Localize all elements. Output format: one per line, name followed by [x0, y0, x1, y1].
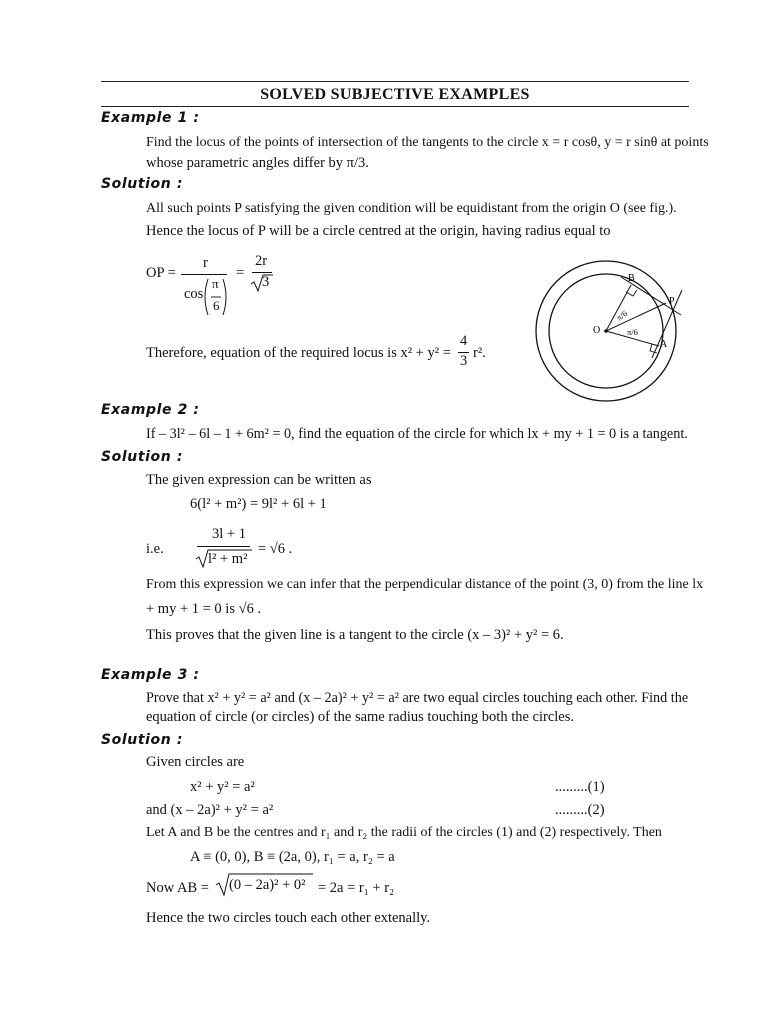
title-rule	[101, 106, 689, 107]
example-3-ab-lhs: Now AB =	[146, 880, 209, 896]
fig-label-P: P	[669, 296, 675, 307]
example-2-ie: i.e.	[146, 541, 164, 557]
op-denominator-2: 3	[262, 274, 270, 290]
fig-label-O: O	[593, 325, 601, 336]
tangent-figure	[535, 255, 695, 405]
example-3-label: Example 3 :	[101, 667, 200, 683]
example-2-expression: 6(l² + m²) = 9l² + 6l + 1	[190, 496, 327, 512]
example-2-question: If – 3l² – 6l – 1 + 6m² = 0, find the equation of the circle for which lx + my + 1 = 0 is a tangent.	[146, 426, 688, 442]
ab-rhs: = 2a = r₁ + r₂	[318, 880, 395, 896]
example-1-solution-line2: Hence the locus of P will be a circle centred at the origin, having radius equal to	[146, 223, 611, 239]
example-3-solution-line4: Hence the two circles touch each other extenally.	[146, 910, 431, 926]
line-OB	[606, 285, 631, 331]
op-fraction-bar	[181, 274, 227, 275]
page-title: SOLVED SUBJECTIVE EXAMPLES	[260, 86, 530, 103]
example-3-solution-line3: A ≡ (0, 0), B ≡ (2a, 0), r₁ = a, r₂ = a	[190, 849, 395, 865]
example-2-solution-line3: From this expression we can infer that the perpendicular distance of the point (3, 0) from the line lx	[146, 577, 704, 592]
ex2-rhs: = √6 .	[258, 541, 293, 557]
origin-dot	[604, 329, 608, 333]
locus-numerator: 4	[460, 333, 468, 349]
example-2-solution-label: Solution :	[101, 449, 184, 465]
example-3-question-line1: Prove that x² + y² = a² and (x – 2a)² + y² = a² are two equal circles touching each other. Find the	[146, 690, 689, 706]
op-numerator: r	[203, 255, 208, 271]
example-3-solution-line1: Given circles are	[146, 754, 245, 770]
example-3-question-line2: equation of circle (or circles) of the same radius touching both the circles.	[146, 709, 574, 725]
top-rule	[101, 81, 689, 82]
example-3-solution-label: Solution :	[101, 732, 184, 748]
example-2-solution-line5: This proves that the given line is a tangent to the circle (x – 3)² + y² = 6.	[146, 627, 564, 643]
op-six: 6	[213, 298, 220, 313]
ab-radicand: (0 – 2a)² + 0²	[229, 877, 306, 893]
example-3-eq1: x² + y² = a²	[190, 779, 255, 795]
op-equals: =	[236, 265, 245, 281]
example-3-solution-line2: Let A and B be the centres and r₁ and r₂ the radii of the circles (1) and (2) respectively. Then	[146, 825, 662, 840]
example-1-solution-line1: All such points P satisfying the given condition will be equidistant from the origin O (see fig.).	[146, 201, 677, 216]
example-3-eq1-number: .........(1)	[555, 779, 605, 795]
fig-angle-lower: π/6	[627, 327, 638, 337]
ex2-denominator: l² + m²	[208, 551, 248, 567]
example-1-label: Example 1 :	[101, 110, 200, 126]
fig-label-A: A	[660, 339, 668, 350]
example-1-locus: Therefore, equation of the required locus is x² + y² =	[146, 345, 451, 361]
locus-end: r².	[473, 345, 486, 361]
op-lhs: OP =	[146, 265, 176, 281]
fig-label-B: B	[628, 273, 635, 284]
op-cos: cos	[184, 286, 204, 302]
example-2-label: Example 2 :	[101, 402, 200, 418]
ex2-numerator: 3l + 1	[212, 526, 246, 542]
example-3-eq2-number: .........(2)	[555, 802, 605, 818]
fig-angle-upper: π/6	[614, 308, 630, 323]
example-1-question-line2: whose parametric angles differ by π/3.	[146, 155, 369, 171]
example-1-solution-label: Solution :	[101, 176, 184, 192]
example-1-question-line1: Find the locus of the points of intersection of the tangents to the circle x = r cosθ, y = r sinθ at points	[146, 135, 709, 150]
op-numerator-2: 2r	[255, 253, 268, 269]
example-3-eq2: and (x – 2a)² + y² = a²	[146, 802, 274, 818]
example-2-solution-line1: The given expression can be written as	[146, 472, 372, 488]
op-pi: π	[212, 276, 219, 291]
example-2-solution-line4: + my + 1 = 0 is √6 .	[146, 601, 262, 617]
locus-denominator: 3	[460, 353, 468, 369]
